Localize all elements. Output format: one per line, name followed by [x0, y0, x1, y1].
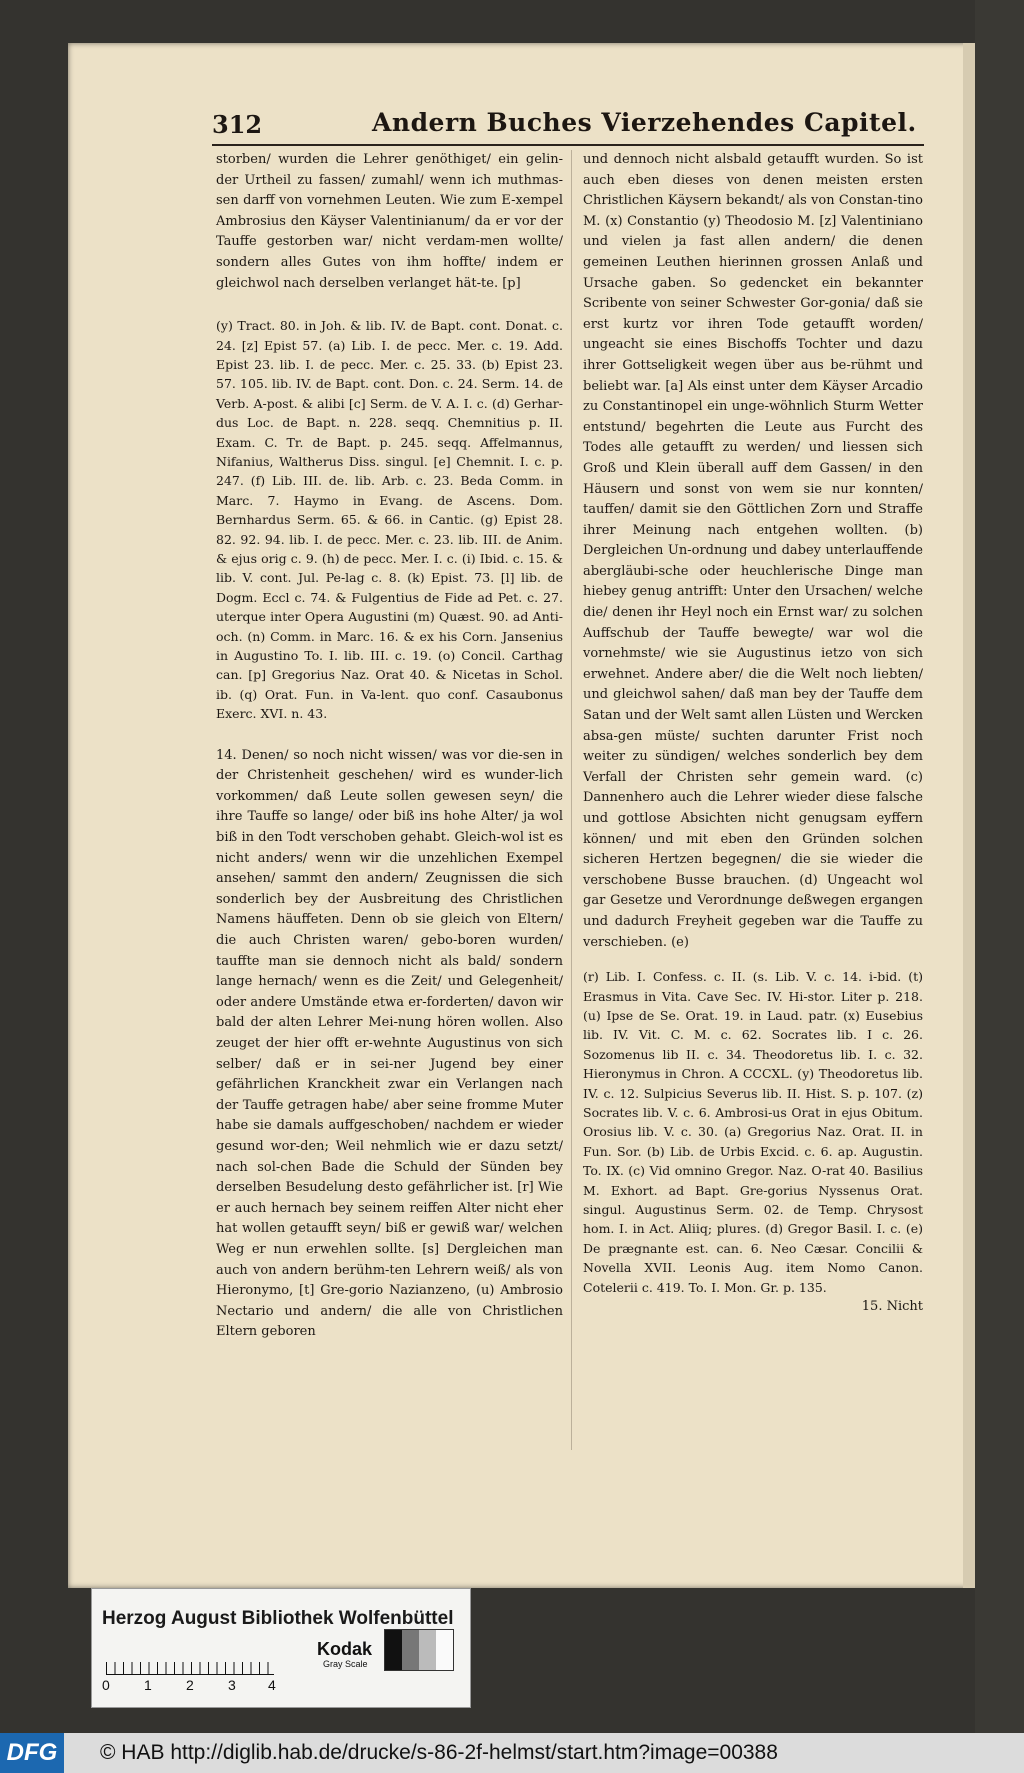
scale-ruler: [106, 1644, 274, 1675]
paragraph-continuation-right: und dennoch nicht alsbald getaufft wurden. So ist auch eben dieses von denen meisten ersten Christlichen Käysern bekandt/ als von Constan-tino M. (x) Constantio (y) Theodosio M. [z] Valentiniano und vielen ja fast allen andern/ die denen gemeinen Leuthen hierinnen grossen Anlaß und Ursache gaben. So gedencket ein bekannter Scribente von seiner Schwester Gor-gonia/ daß sie erst kurtz vor ihren Tode getaufft worden/ ungeacht sie eines Bischoffs Tochter und dazu ihrer Gottseligkeit wegen über aus be-rühmt und beliebt war. [a] Als einst unter dem Käyser Arcadio zu Constantinopel ein unge-wöhnlich Sturm Wetter entstund/ begehrten die Leute aus Furcht des Todes alle getaufft zu werden/ und liessen sich Groß und Klein überall auff dem Gassen/ in den Häusern und sonst von wem sie nur konnten/ tauffen/ damit sie den Göttlichen Zorn und Straffe ihrer Meinung nach entgehen wollten. (b) Dergleichen Un-ordnung und dabey unterlauffende abergläubi-sche oder heuchlerische Dinge man hiebey genug antrifft: Unter den Ursachen/ welche die/ denen ihr Heyl noch ein Ernst war/ zu solchen Auffschub der Tauffe bewegte/ war wol die vornehmste/ wie sie Augustinus ietzo von sich erwehnet. Andere aber/ die die Welt noch liebten/ und gleichwol sahen/ daß man bey der Tauffe dem Satan und der Welt samt allen Lüsten und Wercken absa-gen müste/ suchten darunter Frist noch weiter zu sündigen/ welches sonderlich bey dem Verfall der Christen sehr gemein ward. (c) Dannenhero auch die Lehrer wieder diese falsche und gottlose Absichten nicht genugsam eyffern können/ und mit eben den Gründen solchen sicheren Hertzen begegnen/ die sie wieder die verschobene Busse brauchen. (d) Ungeacht wol gar Gesetze und Verordnunge deßwegen ergangen und dadurch Freyheit gegeben war die Tauffe zu verschieben. (e): [583, 152, 923, 950]
ruler-number: 2: [186, 1677, 194, 1693]
gray-scale-patches: [384, 1629, 454, 1671]
library-name: Herzog August Bibliothek Wolfenbüttel: [102, 1608, 454, 1629]
ruler-number: 3: [228, 1677, 236, 1693]
left-column: [216, 150, 563, 1343]
kodak-logo: Kodak: [317, 1639, 373, 1659]
footnotes-block: (y) Tract. 80. in Joh. & lib. IV. de Bapt. cont. Donat. c. 24. [z] Epist 57. (a) Lib. I. de pecc. Mer. c. 19. Add. Epist 23. lib. I. de pecc. Mer. c. 25. 33. (b) Epist 23. 57. 105. lib. IV. de Bapt. cont. Don. c. 24. Serm. 14. de Verb. A-post. & alibi [c] Serm. de V. A. I. c. (d) Gerhar-dus Loc. de Bapt. n. 228. seqq. Chemnitius p. II. Exam. C. Tr. de Bapt. p. 245. seqq. Affelmannus, Nifanius, Waltherus Diss. singul. [e] Chemnit. I. c. p. 247. (f) Lib. III. de. lib. Arb. c. 23. Beda Comm. in Marc. 7. Haymo in Evang. de Ascens. Dom. Bernhardus Serm. 65. & 66. in Cantic. (g) Epist 28. 82. 92. 94. lib. I. de pecc. Mer. c. 23. lib. III. de Anim. & ejus orig c. 9. (h) de pecc. Mer. I. c. (i) Ibid. c. 15. & lib. V. cont. Jul. Pe-lag c. 8. (k) Epist. 73. [l] lib. de Dogm. Eccl c. 74. & Fulgentius de Fide ad Pet. c. 27. uterque inter Opera Augustini (m) Quæst. 90. ad Anti-och. (n) Comm. in Marc. 16. & ex his Corn. Jansenius in Augustino To. I. lib. III. c. 19. (o) Concil. Carthag can. [p] Gregorius Naz. Orat 40. & Nicetas in Schol. ib. (q) Orat. Fun. in Va-lent. quo conf. Casaubonus Exerc. XVI. n. 43.: [216, 318, 563, 722]
paragraph-continuation: storben/ wurden die Lehrer genöthiget/ ein gelin-der Urtheil zu fassen/ zumahl/ wenn ich muthmas-sen darff von vornehmen Leuten. Wie zum E-xempel Ambrosius den Käyser Valentinianum/ da er vor der Tauffe gestorben war/ nicht verdam-men wollte/ sondern alles Gutes von ihm hoffte/ indem er gleichwol nach derselben verlanget hät-te. [p]: [216, 152, 563, 291]
library-label: [91, 1588, 471, 1708]
kodak-gray-scale-label: Gray Scale: [323, 1659, 368, 1669]
scan-right-edge: [975, 0, 1024, 1733]
page-edge: [963, 43, 975, 1588]
catchword: 15. Nicht: [861, 1299, 923, 1315]
ruler-number: 4: [268, 1677, 276, 1693]
page-number: 312: [212, 110, 263, 139]
copyright-url[interactable]: © HAB http://diglib.hab.de/drucke/s-86-2f-helmst/start.htm?image=00388: [100, 1741, 778, 1764]
paragraph-14: 14. Denen/ so noch nicht wissen/ was vor die-sen in der Christenheit geschehen/ wird es wunder-lich vorkommen/ daß Leute sollen gewesen seyn/ die ihre Tauffe so lange/ oder biß ins hohe Alter/ ja wol biß in den Todt verschoben gehabt. Gleich-wol ist es nicht anders/ wenn wir die unzehlichen Exempel ansehen/ sammt den andern/ Zeugnissen die sich sonderlich bey der Ausbreitung des Christlichen Namens häuffeten. Denn ob sie gleich von Eltern/ die auch Christen waren/ gebo-boren wurden/ tauffte man sie dennoch nicht als bald/ sondern lange hernach/ wenn es die Zeit/ und Gelegenheit/ oder andere Umstände etwa er-forderten/ davon wir bald der alten Lehrer Mei-nung hören wollen. Also zeuget der hier offt er-wehnte Augustinus von sich selber/ daß er in sei-ner Jugend bey einer gefährlichen Kranckheit zwar ein Verlangen nach der Tauffe getragen habe/ aber seine fromme Muter habe sie damals auffgeschoben/ nachdem er wieder gesund wor-den; Weil nehmlich wie er dazu setzt/ nach sol-chen Bade die Schuld der Sünden bey derselben Besudelung desto gefährlicher ist. [r] Wie er auch hernach bey seinem reiffen Alter nicht eher hat wollen getaufft seyn/ biß er gewiß war/ welchen Weg er nun erwehlen sollte. [s] Dergleichen man auch von andern berühm-ten Lehrern weiß/ als von Hieronymo, [t] Gre-gorio Nazianzeno, (u) Ambrosio Nectario und andern/ die alle von Christlichen Eltern geboren: [216, 747, 563, 1340]
ruler-number: 0: [102, 1677, 110, 1693]
page-header: [212, 106, 924, 146]
ruler-number: 1: [144, 1677, 152, 1693]
running-head: Andern Buches Vierzehendes Capitel.: [372, 108, 917, 137]
footer-bar: [0, 1733, 1024, 1773]
footnotes-block-right: (r) Lib. I. Confess. c. II. (s. Lib. V. c. 14. i-bid. (t) Erasmus in Vita. Cave Sec. IV. Hi-stor. Liter p. 218. (u) Ipse de Se. Orat. 19. in Laud. patr. (x) Eusebius lib. IV. Vit. C. M. c. 62. Socrates lib. I c. 26. Sozomenus lib II. c. 34. Theodoretus lib. I. c. 32. Hieronymus in Chron. A CCCXL. (y) Theodoretus lib. IV. c. 12. Sulpicius Severus lib. II. Hist. S. p. 107. (z) Socrates lib. V. c. 6. Ambrosi-us Orat in ejus Obitum. Orosius lib. V. c. 30. (a) Gregorius Naz. Orat. II. in Fun. Sor. (b) Lib. de Urbis Excid. c. 6. ap. Augustin. To. IX. (c) Vid omnino Gregor. Naz. O-rat 40. Basilius M. Exhort. ad Bapt. Gre-gorius Nyssenus Orat. singul. Augustinus Serm. 02. de Temp. Chrysost hom. I. in Act. Aliiq; plures. (d) Gregor Basil. I. c. (e) De prægnante est. can. 6. Neo Cæsar. Concilii & Novella XVII. Leonis Aug. item Nomo Canon. Cotelerii c. 419. To. I. Mon. Gr. p. 135.: [583, 969, 923, 1295]
dfg-logo: DFG: [0, 1733, 64, 1773]
column-divider: [571, 150, 572, 1450]
header-rule: [212, 144, 924, 146]
right-column: [583, 150, 923, 1318]
